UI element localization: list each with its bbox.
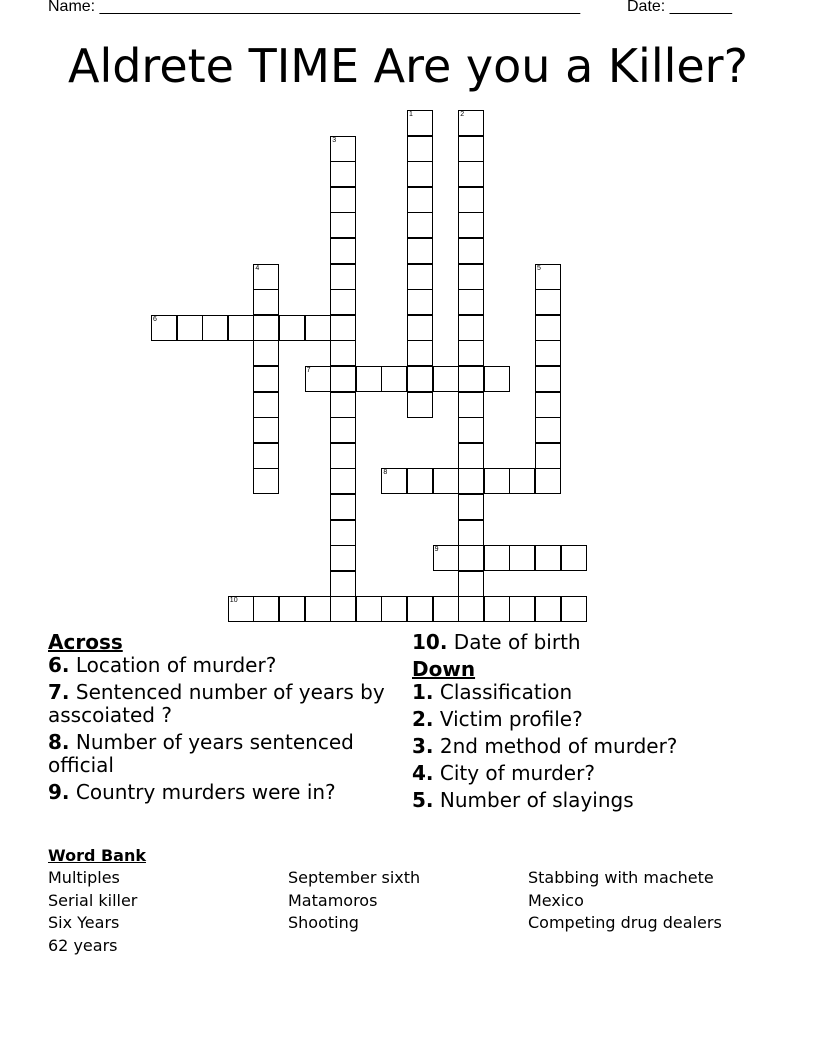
crossword-cell[interactable] [458, 340, 484, 366]
crossword-cell[interactable] [330, 468, 356, 494]
crossword-cell[interactable] [253, 468, 279, 494]
crossword-cell[interactable] [535, 289, 561, 315]
crossword-cell[interactable] [407, 468, 433, 494]
word-bank-item: Stabbing with machete [528, 868, 714, 887]
crossword-cell[interactable] [356, 366, 382, 392]
crossword-cell[interactable] [330, 136, 356, 162]
crossword-cell[interactable] [330, 392, 356, 418]
cell-number: 6 [153, 315, 157, 323]
cell-number: 9 [434, 546, 439, 554]
crossword-cell[interactable] [330, 417, 356, 443]
clue-across-8: 8. Number of years sentenced official [48, 730, 354, 777]
crossword-cell[interactable] [433, 596, 459, 622]
clues-left-column [48, 631, 388, 808]
cell-number: 3 [332, 136, 337, 144]
crossword-cell[interactable] [330, 187, 356, 213]
clue-across-7: 7. Sentenced number of years by asscoiated ? [48, 680, 385, 727]
crossword-cell[interactable] [381, 596, 407, 622]
crossword-cell[interactable] [433, 468, 459, 494]
crossword-cell[interactable] [458, 110, 484, 136]
crossword-cell[interactable] [330, 571, 356, 597]
crossword-cell[interactable] [458, 468, 484, 494]
crossword-cell[interactable] [279, 315, 305, 341]
crossword-cell[interactable] [458, 136, 484, 162]
crossword-cell[interactable] [305, 596, 331, 622]
crossword-cell[interactable] [330, 494, 356, 520]
crossword-cell[interactable] [253, 366, 279, 392]
crossword-cell[interactable] [407, 340, 433, 366]
cell-number: 10 [229, 597, 238, 605]
clue-down-2: 2. Victim profile? [412, 707, 583, 731]
crossword-cell[interactable] [561, 545, 587, 571]
clue-down-4: 4. City of murder? [412, 761, 595, 785]
crossword-cell[interactable] [535, 264, 561, 290]
crossword-cell[interactable] [433, 366, 459, 392]
crossword-cell[interactable] [330, 596, 356, 622]
crossword-cell[interactable] [407, 136, 433, 162]
cell-number: 4 [255, 264, 260, 272]
crossword-cell[interactable] [535, 366, 561, 392]
crossword-cell[interactable] [253, 596, 279, 622]
crossword-cell[interactable] [151, 315, 177, 341]
crossword-cell[interactable] [458, 187, 484, 213]
crossword-cell[interactable] [458, 392, 484, 418]
crossword-cell[interactable] [458, 289, 484, 315]
crossword-cell[interactable] [458, 417, 484, 443]
word-bank-item: Serial killer [48, 890, 138, 910]
crossword-cell[interactable] [330, 212, 356, 238]
crossword-cell[interactable] [407, 187, 433, 213]
crossword-cell[interactable] [407, 392, 433, 418]
crossword-cell[interactable] [381, 468, 407, 494]
crossword-cell[interactable] [484, 468, 510, 494]
name-field-label: Name: ______________________________________________________ [48, 0, 581, 15]
crossword-cell[interactable] [458, 571, 484, 597]
clue-down-5: 5. Number of slayings [412, 788, 634, 812]
crossword-cell[interactable] [330, 366, 356, 392]
word-bank-column-1 [48, 867, 137, 958]
cell-number: 2 [460, 111, 465, 118]
crossword-cell[interactable] [407, 212, 433, 238]
clue-across-6: 6. Location of murder? [48, 653, 277, 677]
crossword-cell[interactable] [535, 596, 561, 622]
clues-right-column [412, 631, 772, 816]
crossword-cell[interactable] [253, 315, 279, 341]
crossword-cell[interactable] [330, 264, 356, 290]
crossword-cell[interactable] [253, 443, 279, 469]
crossword-cell[interactable] [381, 366, 407, 392]
crossword-cell[interactable] [509, 468, 535, 494]
crossword-cell[interactable] [458, 494, 484, 520]
crossword-cell[interactable] [407, 110, 433, 136]
crossword-cell[interactable] [305, 315, 331, 341]
crossword-cell[interactable] [330, 315, 356, 341]
crossword-cell[interactable] [407, 161, 433, 187]
crossword-cell[interactable] [509, 596, 535, 622]
crossword-cell[interactable] [535, 340, 561, 366]
crossword-cell[interactable] [484, 596, 510, 622]
crossword-cell[interactable] [458, 596, 484, 622]
word-bank-item: Shooting [288, 913, 359, 933]
word-bank-item: Mexico [528, 890, 584, 910]
crossword-cell[interactable] [253, 392, 279, 418]
crossword-cell[interactable] [407, 596, 433, 622]
word-bank-item: Competing drug dealers [528, 913, 722, 933]
crossword-cell[interactable] [330, 545, 356, 571]
crossword-cell[interactable] [458, 161, 484, 187]
crossword-cell[interactable] [305, 366, 331, 392]
clue-across-9: 9. Country murders were in? [48, 780, 336, 804]
cell-number: 1 [409, 111, 413, 118]
crossword-cell[interactable] [458, 443, 484, 469]
crossword-cell[interactable] [535, 392, 561, 418]
crossword-cell[interactable] [279, 596, 305, 622]
crossword-cell[interactable] [202, 315, 228, 341]
crossword-cell[interactable] [509, 545, 535, 571]
crossword-cell[interactable] [433, 545, 459, 571]
crossword-cell[interactable] [458, 366, 484, 392]
clue-down-1: 1. Classification [412, 680, 573, 704]
word-bank-title: Word Bank [48, 846, 147, 865]
clue-across-10: 10. Date of birth [412, 630, 581, 654]
crossword-cell[interactable] [458, 520, 484, 546]
crossword-cell[interactable] [330, 161, 356, 187]
crossword-cell[interactable] [253, 289, 279, 315]
crossword-cell[interactable] [535, 315, 561, 341]
crossword-cell[interactable] [253, 264, 279, 290]
crossword-cell[interactable] [484, 366, 510, 392]
crossword-cell[interactable] [330, 238, 356, 264]
across-heading: Across [48, 630, 123, 654]
word-bank-item: September sixth [288, 868, 421, 887]
cell-number: 7 [306, 367, 311, 374]
word-bank-column-3 [528, 867, 722, 935]
cell-number: 8 [383, 469, 388, 477]
crossword-cell[interactable] [458, 238, 484, 264]
page-title: Aldrete TIME Are you a Killer? [67, 39, 749, 93]
crossword-cell[interactable] [458, 545, 484, 571]
crossword-cell[interactable] [407, 315, 433, 341]
crossword-cell[interactable] [356, 596, 382, 622]
crossword-cell[interactable] [330, 340, 356, 366]
crossword-cell[interactable] [228, 596, 254, 622]
crossword-cell[interactable] [228, 315, 254, 341]
word-bank-item: Matamoros [288, 890, 378, 910]
crossword-cell[interactable] [330, 443, 356, 469]
down-heading: Down [412, 657, 476, 681]
crossword-cell[interactable] [177, 315, 203, 341]
crossword-cell[interactable] [535, 417, 561, 443]
crossword-cell[interactable] [330, 520, 356, 546]
crossword-cell[interactable] [253, 340, 279, 366]
clue-down-3: 3. 2nd method of murder? [412, 734, 678, 758]
word-bank-item: Multiples [48, 868, 120, 887]
crossword-cell[interactable] [458, 212, 484, 238]
crossword-cell[interactable] [407, 238, 433, 264]
word-bank-item: 62 years [48, 936, 118, 956]
crossword-cell[interactable] [407, 264, 433, 290]
crossword-cell[interactable] [407, 366, 433, 392]
word-bank-column-2 [288, 867, 420, 935]
crossword-cell[interactable] [253, 417, 279, 443]
crossword-cell[interactable] [535, 443, 561, 469]
date-field-label: Date: _______ [627, 0, 732, 15]
crossword-cell[interactable] [407, 289, 433, 315]
crossword-cell[interactable] [458, 264, 484, 290]
crossword-cell[interactable] [458, 315, 484, 341]
word-bank-item: Six Years [48, 913, 120, 933]
cell-number: 5 [537, 264, 541, 272]
crossword-cell[interactable] [535, 545, 561, 571]
crossword-cell[interactable] [535, 468, 561, 494]
crossword-cell[interactable] [561, 596, 587, 622]
crossword-cell[interactable] [330, 289, 356, 315]
crossword-cell[interactable] [484, 545, 510, 571]
